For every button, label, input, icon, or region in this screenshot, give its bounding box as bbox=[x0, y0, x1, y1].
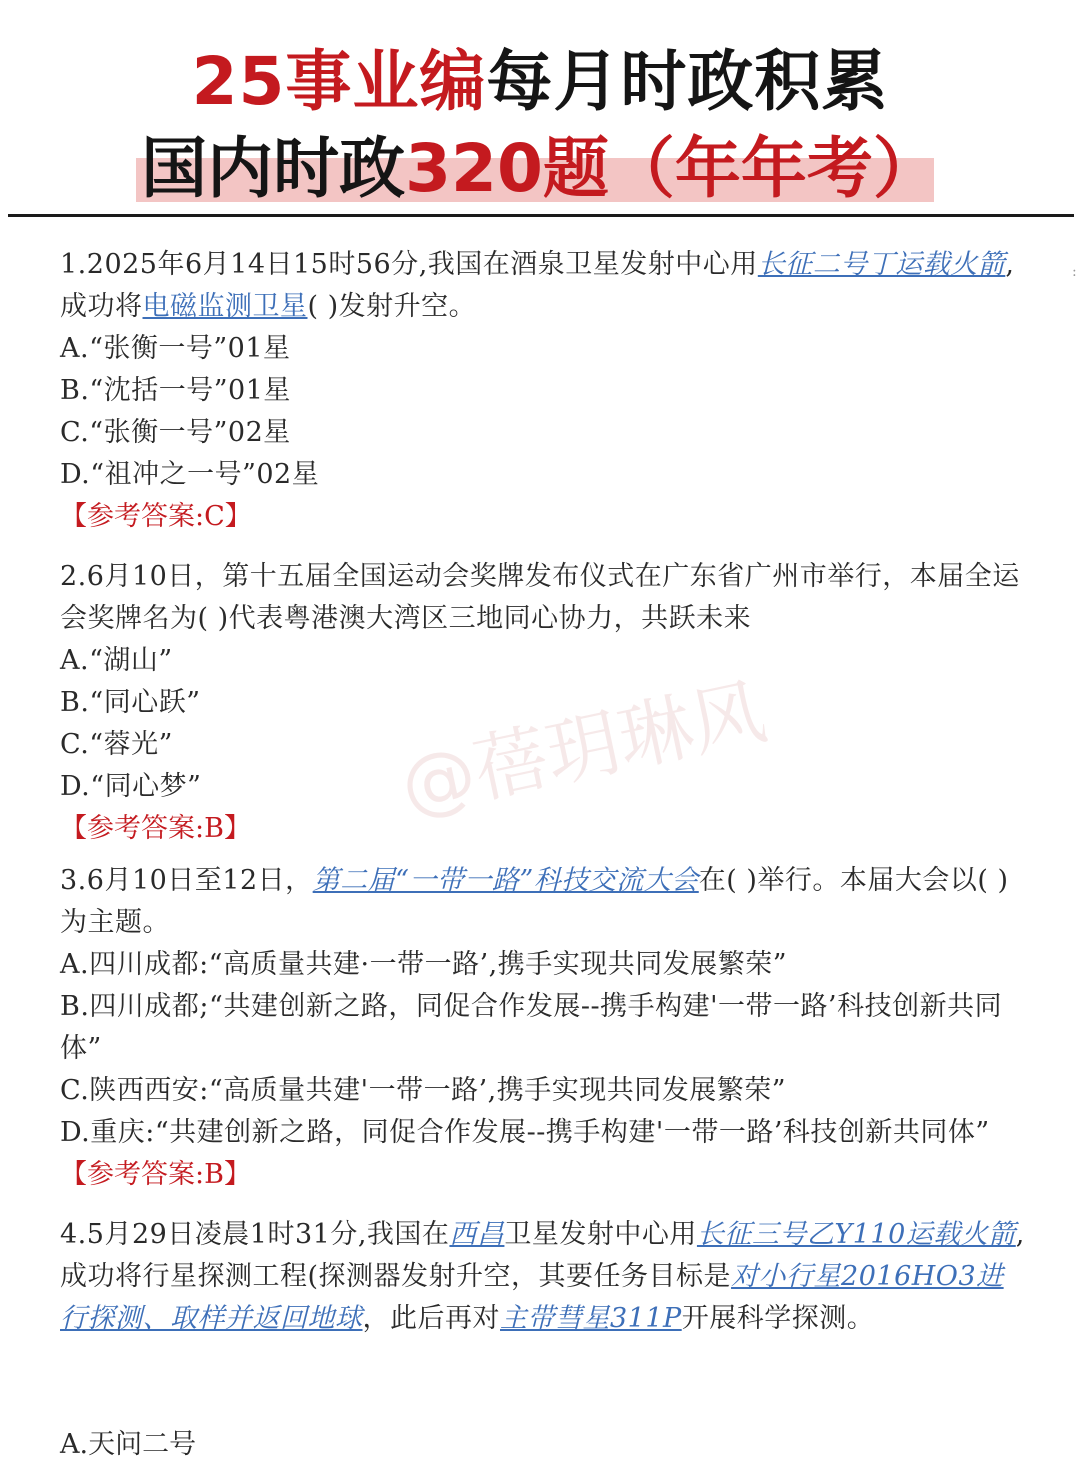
stem-text: 开展科学探测。 bbox=[681, 1303, 875, 1334]
stem-text: 3.6月10日至12日， bbox=[60, 865, 313, 896]
option-c: C.“张衡一号”02星 bbox=[60, 417, 291, 448]
stem-link[interactable]: 长征二号丁运载火箭 bbox=[757, 249, 1006, 280]
title-red-part: 25事业编 bbox=[191, 43, 487, 120]
option-d: D.“同心梦” bbox=[60, 771, 202, 802]
stem-link[interactable]: 电磁监测卫星 bbox=[142, 291, 308, 322]
question-stem bbox=[60, 1214, 1030, 1340]
stem-link[interactable]: 对小行星2016HO3进行探测、取样并返回地球 bbox=[60, 1261, 1004, 1334]
cutoff-option: A.天问二号 bbox=[60, 1429, 197, 1460]
question-3 bbox=[60, 860, 1030, 1196]
watermark-text: @蓓玥琳风 bbox=[393, 668, 774, 830]
stem-text: 4.5月29日凌晨1时31分,我国在 bbox=[60, 1219, 450, 1250]
title-dark-part: 每月时政积累 bbox=[486, 43, 889, 120]
header-divider bbox=[8, 214, 1074, 217]
stem-text: 卫星发射中心用 bbox=[504, 1219, 697, 1250]
answer-label: 【参考答案:C】 bbox=[60, 501, 252, 532]
stem-link[interactable]: 主带彗星311P bbox=[500, 1303, 682, 1334]
stem-text: 1.2025年6月14日15时56分,我国在酒泉卫星发射中心用 bbox=[60, 249, 758, 280]
option-b: B.“同心跃” bbox=[60, 687, 201, 718]
option-a: A.“张衡一号”01星 bbox=[60, 333, 291, 364]
page-title bbox=[0, 40, 1080, 124]
answer-label: 【参考答案:B】 bbox=[60, 1159, 251, 1190]
option-c: C.“蓉光” bbox=[60, 729, 173, 760]
option-d: D.“祖冲之一号”02星 bbox=[60, 459, 320, 490]
question-list bbox=[60, 244, 1030, 1340]
stem-text: 2.6月10日，第十五届全国运动会奖牌发布仪式在广东省广州市举行，本届全运会奖牌名为( )代表粤港澳大湾区三地同心协力，共跃未来 bbox=[60, 561, 1020, 634]
option-d: D.重庆:“共建创新之路，同促合作发展--携手构建'一带一路’科技创新共同体” bbox=[60, 1117, 990, 1148]
question-stem bbox=[60, 556, 1030, 640]
question-stem bbox=[60, 860, 1030, 944]
option-c: C.陕西西安:“高质量共建'一带一路’,携手实现共同发展繁荣” bbox=[60, 1075, 787, 1106]
answer-label: 【参考答案:B】 bbox=[60, 813, 251, 844]
stem-text: 在( )举行。本届大会以( )为主题。 bbox=[60, 865, 1009, 938]
stem-text: ( )发射升空。 bbox=[307, 291, 477, 322]
edge-mark: : bbox=[1072, 264, 1077, 280]
question-4 bbox=[60, 1214, 1030, 1340]
question-stem bbox=[60, 244, 1030, 328]
option-b: B.四川成都;“共建创新之路，同促合作发展--携手构建'一带一路’科技创新共同体” bbox=[60, 991, 1003, 1064]
option-b: B.“沈括一号”01星 bbox=[60, 375, 291, 406]
subtitle-dark-part: 国内时政 bbox=[141, 130, 406, 207]
subtitle-red-part: 320题（年年考） bbox=[405, 130, 939, 207]
stem-text: ，此后再对 bbox=[362, 1303, 500, 1334]
stem-link[interactable]: 西昌 bbox=[449, 1219, 505, 1250]
question-2 bbox=[60, 556, 1030, 850]
stem-text: ,成功将 bbox=[60, 249, 1015, 322]
option-a: A.四川成都:“高质量共建·一带一路’,携手实现共同发展繁荣” bbox=[60, 949, 788, 980]
option-a: A.“湖山” bbox=[60, 645, 173, 676]
page-subtitle bbox=[0, 126, 1080, 212]
stem-link[interactable]: 长征三号乙Y110运载火箭 bbox=[696, 1219, 1016, 1250]
question-1 bbox=[60, 244, 1030, 538]
stem-link[interactable]: 第二届“一带一路”科技交流大会 bbox=[312, 865, 699, 896]
stem-text: ,成功将行星探测工程(探测器发射升空，其要任务目标是 bbox=[60, 1219, 1025, 1292]
